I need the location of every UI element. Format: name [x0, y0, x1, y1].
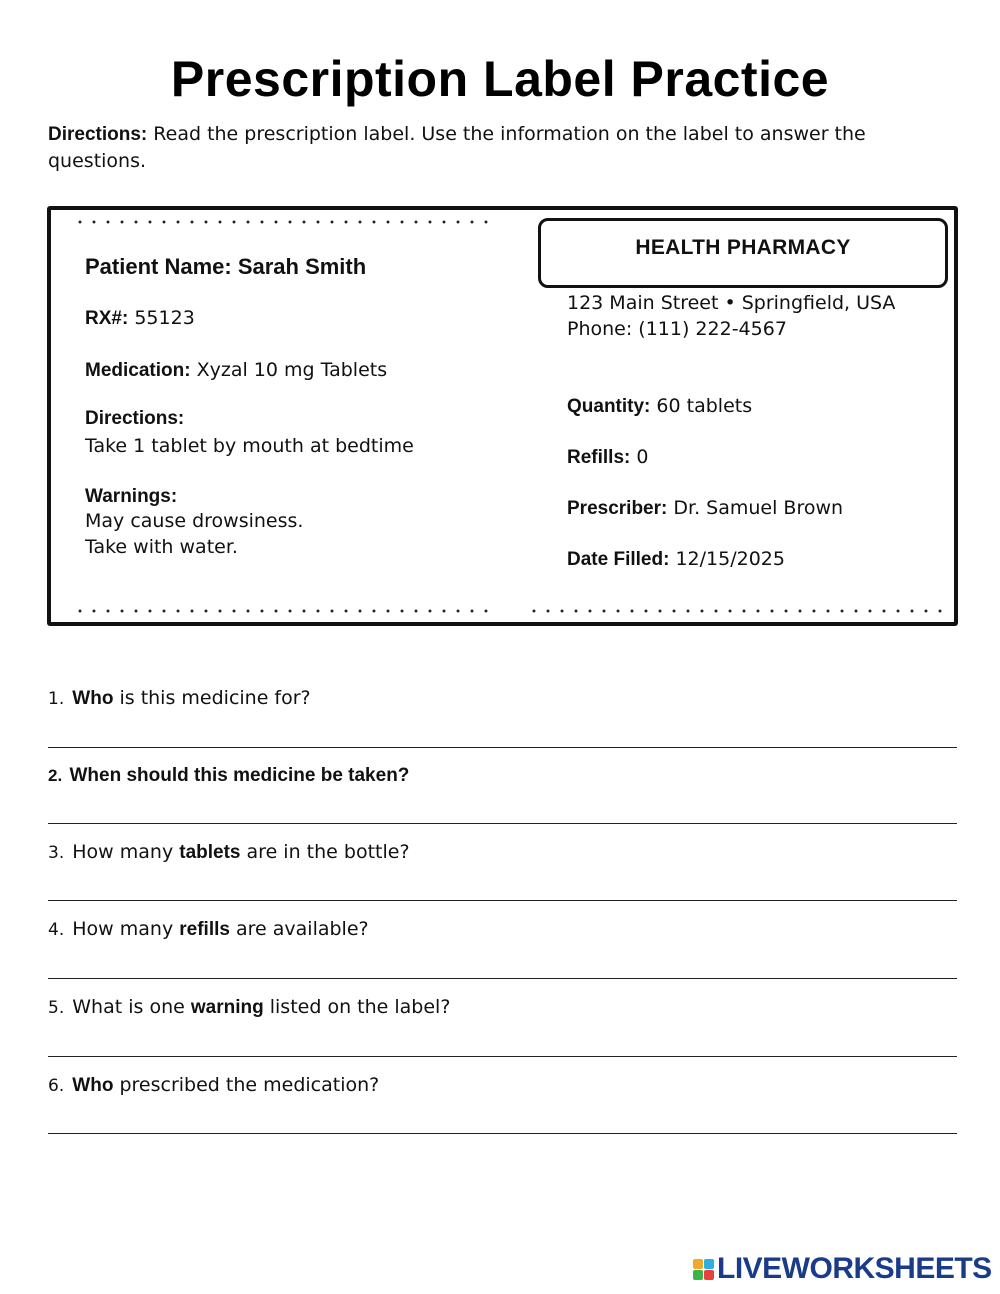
- question-keyword: refills: [179, 919, 230, 940]
- question-5: [48, 996, 948, 1019]
- question-number: 1.: [48, 689, 65, 709]
- question-text: is this medicine for?: [113, 687, 311, 709]
- question-text: What is one: [66, 996, 191, 1018]
- rx-value: 55123: [128, 307, 195, 329]
- question-number: 6.: [48, 1076, 65, 1096]
- brand-name: LIVEWORKSHEETS: [717, 1252, 992, 1285]
- quantity: [567, 395, 752, 418]
- question-1: [48, 687, 948, 710]
- quantity-value: 60 tablets: [650, 395, 753, 417]
- prescription-label: [47, 206, 958, 626]
- answer-line-1[interactable]: [48, 747, 957, 748]
- refills: [567, 446, 649, 469]
- question-3: [48, 841, 948, 864]
- medication: [85, 359, 387, 382]
- question-keyword: Who: [72, 688, 114, 709]
- patient-name: Patient Name: Sarah Smith: [85, 254, 367, 279]
- refills-value: 0: [630, 446, 649, 468]
- answer-line-3[interactable]: [48, 900, 957, 901]
- dotted-divider: [73, 609, 489, 613]
- liveworksheets-icon: [693, 1259, 714, 1280]
- label-directions-label: Directions:: [85, 408, 185, 429]
- question-6: [48, 1074, 948, 1097]
- question-keyword: Who: [72, 1075, 114, 1096]
- directions-text: Read the prescription label. Use the information on the label to answer the questions.: [48, 123, 866, 172]
- warnings-label: Warnings:: [85, 486, 178, 507]
- medication-value: Xyzal 10 mg Tablets: [190, 359, 388, 381]
- label-directions: [85, 408, 414, 459]
- logo-square: [693, 1270, 703, 1280]
- question-text: listed on the label?: [263, 996, 451, 1018]
- dotted-divider: [527, 609, 943, 613]
- directions-label: Directions:: [48, 124, 148, 145]
- pharmacy-address: 123 Main Street • Springfield, USA: [567, 292, 896, 314]
- date-filled: [567, 548, 785, 571]
- question-text: prescribed the medication?: [113, 1074, 380, 1096]
- question-number: 4.: [48, 920, 65, 940]
- prescriber-value: Dr. Samuel Brown: [667, 497, 844, 519]
- prescriber-label: Prescriber:: [567, 498, 668, 519]
- question-text: are available?: [229, 918, 369, 940]
- answer-line-5[interactable]: [48, 1056, 957, 1057]
- date-value: 12/15/2025: [669, 548, 785, 570]
- question-text: are in the bottle?: [240, 841, 410, 863]
- warnings: [85, 486, 303, 560]
- logo-square: [704, 1270, 714, 1280]
- pharmacy-phone: Phone: (111) 222-4567: [567, 318, 787, 340]
- warning-item: Take with water.: [85, 536, 238, 558]
- pharmacy-header: [538, 218, 948, 288]
- medication-label: Medication:: [85, 360, 191, 381]
- question-keyword: tablets: [179, 842, 241, 863]
- label-right-column: [567, 290, 947, 570]
- page-title: Prescription Label Practice: [170, 51, 830, 107]
- date-label: Date Filled:: [567, 549, 670, 570]
- question-4: [48, 918, 948, 941]
- rx-number: [85, 307, 195, 330]
- question-keyword: warning: [190, 997, 264, 1018]
- question-text: How many: [66, 918, 180, 940]
- refills-label: Refills:: [567, 447, 631, 468]
- question-text: How many: [66, 841, 180, 863]
- question-2: [48, 765, 948, 787]
- question-number: 2.: [48, 766, 63, 785]
- rx-label: RX#:: [85, 308, 129, 329]
- warning-item: May cause drowsiness.: [85, 510, 304, 532]
- question-keyword: When should this medicine be taken?: [69, 765, 410, 786]
- question-number: 5.: [48, 998, 65, 1018]
- label-directions-value: Take 1 tablet by mouth at bedtime: [85, 435, 414, 457]
- directions: [48, 121, 928, 174]
- prescriber: [567, 497, 843, 520]
- liveworksheets-logo[interactable]: [693, 1252, 992, 1286]
- answer-line-2[interactable]: [48, 823, 957, 824]
- quantity-label: Quantity:: [567, 396, 651, 417]
- answer-line-6[interactable]: [48, 1133, 957, 1134]
- dotted-divider: [73, 220, 489, 224]
- answer-line-4[interactable]: [48, 978, 957, 979]
- logo-square: [704, 1259, 714, 1269]
- logo-square: [693, 1259, 703, 1269]
- question-number: 3.: [48, 843, 65, 863]
- pharmacy-name: HEALTH PHARMACY: [635, 236, 851, 259]
